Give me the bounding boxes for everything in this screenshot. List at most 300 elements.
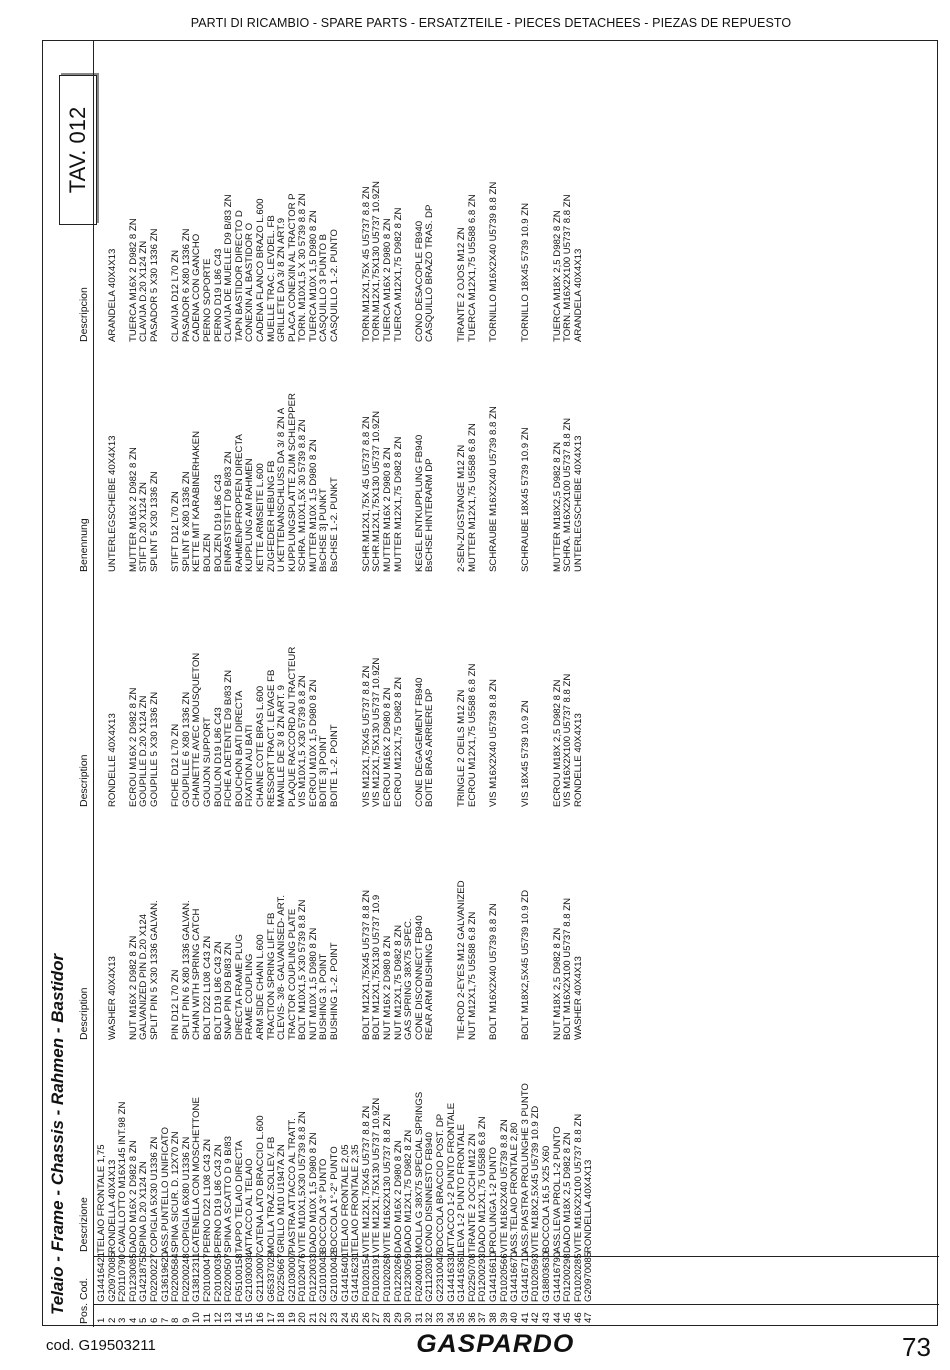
table-cell: GOUPILLE 5 X30 1336 ZN bbox=[148, 691, 160, 807]
table-cell: 12 bbox=[212, 1312, 224, 1323]
table-cell: G14416610 bbox=[487, 1251, 499, 1302]
table-cell: BOLT D19 L86 C43 ZN bbox=[212, 941, 224, 1040]
table-cell: F01020476 bbox=[297, 1253, 309, 1302]
table-cell: CASQUILLO 3 PUNTO B bbox=[318, 233, 330, 342]
table-cell: BOCCOLA 16,5 X25 X60 bbox=[540, 1145, 552, 1253]
table-cell: TUERCA M18X 2,5 D982 8 ZN bbox=[551, 210, 563, 342]
table-cell: PERNO SOPORTE bbox=[201, 258, 213, 342]
table-cell: TELAIO FRONTALE 1,75 bbox=[96, 1144, 107, 1253]
table-cell bbox=[531, 104, 542, 342]
table-cell: SPLINT 6 X80 1336 ZN bbox=[180, 471, 192, 572]
table-cell bbox=[500, 577, 511, 807]
table-cell: CLAVIJA DE MUELLE D9 B/83 ZN bbox=[223, 194, 235, 342]
table-cell: 24 bbox=[339, 1312, 351, 1323]
table-cell: 19 bbox=[286, 1312, 298, 1323]
table-cell: F20100035 bbox=[212, 1253, 224, 1302]
table-cell: NUT M16X 2 D980 8 ZN bbox=[382, 935, 394, 1040]
table-cell bbox=[542, 577, 553, 807]
table-cell: GRILLO M10 U1947A ZN bbox=[276, 1144, 288, 1253]
table-cell: U KETTENANSCHLUSS DA 3/ 8 ZN A bbox=[276, 407, 288, 572]
table-cell: SCHRA. M10X1,5X 30 5739 8.8 ZN bbox=[297, 419, 309, 572]
table-cell: F20100047 bbox=[201, 1253, 213, 1302]
col-descrizione bbox=[97, 1043, 595, 1253]
table-cell: G21120007 bbox=[254, 1252, 266, 1302]
table-cell bbox=[436, 810, 447, 1040]
table-cell: ECROU M16X 2 D980 8 ZN bbox=[382, 687, 394, 807]
table-cell: BOLT M10X1,5 X30 5739 8.8 ZN bbox=[297, 899, 309, 1040]
table-cell: BOLZEN D19 L86 C43 bbox=[212, 474, 224, 572]
table-cell: GRILLETE DA 3/ 8 ZN ART.9 bbox=[276, 217, 288, 342]
table-cell bbox=[436, 577, 447, 807]
table-cell: F02200507 bbox=[223, 1253, 235, 1302]
table-cell: F05100158 bbox=[233, 1253, 245, 1302]
table-cell: F02200227 bbox=[148, 1253, 160, 1302]
table-cell: CATENELLA CON MOSCHETTONE bbox=[191, 1097, 203, 1253]
table-cell: G21030034 bbox=[244, 1251, 256, 1302]
table-cell: 35 bbox=[456, 1312, 468, 1323]
table-cell: CONO DISINNESTO FB940 bbox=[424, 1132, 436, 1253]
col-description-fr bbox=[97, 577, 584, 807]
table-cell: 46 bbox=[572, 1312, 584, 1323]
table-cell: PLAQUE RACCORD AU TRACTEUR bbox=[286, 646, 298, 807]
table-cell: 31 bbox=[413, 1312, 425, 1323]
table-cell bbox=[97, 344, 108, 572]
header-descrizione: Descrizione bbox=[78, 1197, 90, 1252]
table-cell: TORN. M10X1,5 X 30 5739 8.8 ZN bbox=[297, 193, 309, 342]
table-cell: VIS M16X2X100 U5737 8.8 ZN bbox=[562, 673, 574, 807]
table-cell: SCHRA. M16X2X100 U5737 8.8 ZN bbox=[562, 417, 574, 572]
table-cell: 42 bbox=[530, 1312, 542, 1323]
table-cell bbox=[531, 577, 542, 807]
table-cell: TUERCA M12X1,75 D982 8 ZN bbox=[392, 207, 404, 342]
table-cell bbox=[97, 104, 108, 342]
table-cell: SCHR.M12X1,75X130 U5737 10.9ZN bbox=[371, 410, 383, 572]
table-cell: MUTTER M10X 1,5 D980 8 ZN bbox=[307, 439, 319, 572]
table-cell: G21120301 bbox=[424, 1252, 436, 1302]
table-cell: CHAIN WITH SPRING CATCH bbox=[191, 908, 203, 1040]
table-cell: PIN D12 L70 ZN bbox=[170, 969, 182, 1040]
table-cell: PASADOR 5 X30 1336 ZN bbox=[148, 228, 160, 342]
table-cell: TAPN BASTIDOR DIRECTO D bbox=[233, 210, 245, 342]
table-cell: VIS M12X1,75X130 U5737 10.9ZN bbox=[371, 657, 383, 807]
table-cell: G21010043 bbox=[318, 1251, 330, 1302]
table-cell: SPLINT 5 X30 1336 ZN bbox=[148, 471, 160, 572]
table-cell: G14416790 bbox=[551, 1251, 563, 1302]
table-cell: CONEXIN AL BASTIDOR O bbox=[244, 222, 256, 342]
table-cell: TORNILLO M16X2X40 U5739 8.8 ZN bbox=[487, 181, 499, 342]
table-cell: 33 bbox=[435, 1312, 446, 1323]
table-cell: SCHRAUBE M16X2X40 U5739 8.8 ZN bbox=[487, 406, 499, 572]
table-cell: MUTTER M18X2,5 D982 8 ZN bbox=[551, 441, 563, 572]
table-cell: 2 bbox=[106, 1317, 118, 1323]
table-cell: CHAINE COTE BRAS L.600 bbox=[254, 685, 266, 807]
table-cell bbox=[500, 104, 511, 342]
header-divider bbox=[93, 41, 94, 1327]
table-cell: SNAP PIN D9 B/83 ZN bbox=[223, 942, 235, 1040]
table-cell: F02250667 bbox=[276, 1253, 288, 1302]
table-cell: MUTTER M12X1,75 D982 8 ZN bbox=[392, 436, 404, 572]
table-cell: DADO M16X 2 D982 8 ZN bbox=[127, 1140, 139, 1253]
table-cell: 44 bbox=[551, 1312, 563, 1323]
table-cell: 39 bbox=[498, 1312, 510, 1323]
table-cell: G14416670 bbox=[509, 1251, 521, 1302]
table-cell: BOLT D22 L108 C43 ZN bbox=[201, 935, 213, 1040]
table-cell: 40 bbox=[509, 1312, 521, 1323]
table-cell: BsCHSE 1.-2. PUNKT bbox=[329, 477, 341, 572]
table-cell: VITE M18X2,5X45 U5739 10.9 ZD bbox=[530, 1105, 542, 1253]
header-descripcion: Descripcion bbox=[78, 287, 90, 342]
table-cell: RONDELLE 40X4X13 bbox=[106, 713, 118, 807]
table-cell: F01200293 bbox=[477, 1253, 489, 1302]
table-cell: BUSHING 3. POINT bbox=[318, 953, 330, 1040]
table-cell: 18 bbox=[276, 1312, 288, 1323]
table-cell: 23 bbox=[329, 1312, 341, 1323]
table-cell: BOCCOLA BRACCIO POST. DP bbox=[435, 1113, 446, 1253]
table-cell: GOUJON SUPPORT bbox=[201, 717, 213, 807]
table-cell: MANILLE DE 3/ 8 ZN ART. 9 bbox=[276, 685, 288, 807]
table-cell: VITE M10X1,5X30 U5739 8.8 ZN bbox=[297, 1111, 309, 1253]
page-header: PARTI DI RICAMBIO - SPARE PARTS - ERSATZTEILE - PIECES DETACHEES - PIEZAS DE REPUESTO bbox=[190, 16, 792, 30]
table-cell: TUERCA M16X 2 D982 8 ZN bbox=[127, 218, 139, 342]
table-cell: 25 bbox=[350, 1312, 362, 1323]
table-cell: ASS.PUNTELLO UNIFICATO bbox=[159, 1127, 171, 1253]
table-cell bbox=[341, 810, 352, 1040]
table-cell: 37 bbox=[477, 1312, 489, 1323]
table-cell: GAS SPRING 38X75 SPEC. bbox=[403, 918, 415, 1040]
table-cell: TRACTOR COUPLING PLATE bbox=[286, 908, 298, 1040]
table-cell: BUSHING 1.-2. POINT bbox=[329, 942, 341, 1040]
table-cell: SCHRAUBE 18X45 5739 10.9 ZN bbox=[519, 427, 531, 572]
table-cell: G14218750 bbox=[138, 1251, 150, 1302]
table-title: Telaio - Frame - Chassis - Rahmen - Bastidor bbox=[48, 953, 67, 1315]
table-cell: G21030007 bbox=[286, 1251, 298, 1302]
table-cell: UNTERLEGSCHEIBE 40X4X13 bbox=[106, 435, 118, 572]
table-cell: KEGEL ENTKUPPLUNG FB940 bbox=[413, 434, 425, 572]
table-cell: VITE M16X2X100 U5737 8.8 ZN bbox=[572, 1113, 584, 1253]
table-cell: ECROU M16X 2 D982 8 ZN bbox=[127, 687, 139, 807]
table-cell: SPLIT PIN 6 X80 1336 GALVAN. bbox=[180, 900, 192, 1040]
table-cell: CLAVIJA D.20 X124 ZN bbox=[138, 240, 150, 342]
header-description-fr: Description bbox=[78, 754, 90, 807]
table-cell: 11 bbox=[201, 1313, 213, 1323]
table-cell: STIFT D12 L70 ZN bbox=[170, 491, 182, 572]
table-cell: G14416231 bbox=[350, 1251, 362, 1302]
table-cell: KETTE ARMSEITE L.600 bbox=[254, 463, 266, 572]
table-cell: G13619620 bbox=[159, 1251, 171, 1302]
table-cell: G14416421 bbox=[96, 1251, 107, 1302]
tav-number-box: TAV. 012 bbox=[59, 75, 97, 225]
table-cell: VIS M10X1,5 X30 5739 8.8 ZN bbox=[297, 675, 309, 807]
table-cell: ECROU M12X1,75 D982 8 ZN bbox=[392, 676, 404, 807]
table-cell: G20970085 bbox=[583, 1251, 595, 1302]
table-cell: CONE DEGAGEMENT FB940 bbox=[413, 677, 425, 807]
header-cod: Cod. bbox=[78, 1277, 90, 1300]
table-cell: KUPPLUNGSPLATTE ZUM SCHLEPPER bbox=[286, 393, 298, 572]
table-cell: 15 bbox=[244, 1312, 256, 1323]
table-cell: COPIGLIA 5X30 U1336 ZN bbox=[148, 1136, 160, 1253]
table-cell: 1 bbox=[96, 1317, 107, 1323]
table-cell: DIRECTA FRAME PLUG bbox=[233, 934, 245, 1040]
table-cell: GOUPILLE 6 X80 1336 ZN bbox=[180, 691, 192, 807]
table-cell: BOLT M12X1,75X45 U5737 8.8 ZN bbox=[360, 889, 372, 1040]
table-cell: CHAINETTE AVEC MOUSQUETON bbox=[191, 652, 203, 807]
table-cell: 10 bbox=[191, 1312, 203, 1323]
table-cell: 2-SEN-ZUGSTANGE M12 ZN bbox=[456, 444, 468, 572]
col-description-en bbox=[97, 810, 584, 1040]
table-cell: G18803630 bbox=[540, 1251, 552, 1302]
table-cell bbox=[531, 810, 542, 1040]
table-cell: F01230059 bbox=[403, 1253, 415, 1302]
table-cell: CONO DESACOPLE FB940 bbox=[413, 220, 425, 342]
table-cell: 13 bbox=[223, 1312, 235, 1323]
table-cell: TIRANTE 2 OCCHI M12 ZN bbox=[466, 1133, 478, 1253]
table-cell: MUTTER M12X1,75 U5588 6.8 ZN bbox=[466, 423, 478, 572]
table-cell: CONE DISCONNECT FB940 bbox=[413, 915, 425, 1040]
table-cell: 8 bbox=[170, 1317, 182, 1323]
table-cell: F02200584 bbox=[170, 1253, 182, 1302]
table-cell: RONDELLA 40X4X13 bbox=[583, 1159, 595, 1253]
table-cell: PIASTRA ATTACCO AL TRATT. bbox=[286, 1118, 298, 1253]
table-cell: SPINA A SCATTO D 9 B/83 bbox=[223, 1136, 235, 1253]
table-cell: RONDELLA 40X4X13 bbox=[106, 1159, 118, 1253]
table-cell: F20110790 bbox=[117, 1254, 129, 1302]
table-cell: GALVANIZED PIN D.20 X124 bbox=[138, 913, 150, 1040]
table-cell: MUTTER M16X 2 D982 8 ZN bbox=[127, 447, 139, 572]
brand-logo: GASPARDO bbox=[416, 1330, 575, 1358]
table-cell: G20970085 bbox=[106, 1251, 118, 1302]
table-cell: 7 bbox=[159, 1317, 171, 1323]
table-cell bbox=[97, 577, 108, 807]
table-cell: BOCCOLA 3° PUNTO bbox=[318, 1158, 330, 1253]
table-cell: BsCHSE 3] PUNKT bbox=[318, 488, 330, 572]
table-cell: 30 bbox=[403, 1312, 415, 1323]
table-cell: VITE M12X1,75X45 U5737 8.8 ZN bbox=[360, 1105, 372, 1253]
header-benennung: Benennung bbox=[78, 518, 90, 572]
table-cell: G14416710 bbox=[519, 1251, 531, 1302]
table-cell: NUT M18X 2,5 D982 8 ZN bbox=[551, 927, 563, 1040]
table-cell: PLACA CONEXIN AL TRACTOR P bbox=[286, 193, 298, 342]
col-descripcion bbox=[97, 104, 584, 342]
table-cell: ASS.TELAIO FRONTALE 2,80 bbox=[509, 1122, 521, 1253]
table-cell: 3 bbox=[117, 1317, 129, 1323]
table-cell: F01200298 bbox=[562, 1253, 574, 1302]
table-cell: DADO M10X 1,5 D980 8 ZN bbox=[307, 1132, 319, 1253]
table-cell: 27 bbox=[371, 1312, 383, 1323]
table-cell: ASS.LEVA PROL.1-2 PUNTO bbox=[551, 1126, 563, 1253]
table-cell: NUT M16X 2 D982 8 ZN bbox=[127, 935, 139, 1040]
table-cell: TELAIO FRONTALE 2,35 bbox=[350, 1144, 362, 1253]
table-cell: CASQUILLO 1.-2. PUNTO bbox=[329, 229, 341, 342]
table-cell: REAR ARM BUSHING DP bbox=[424, 927, 436, 1040]
table-cell: TORN. M16X2X100 U5737 8.8 ZN bbox=[562, 194, 574, 342]
table-cell: GOUPILLE D.20 X124 ZN bbox=[138, 695, 150, 807]
table-cell: CADENA CON GANCHO bbox=[191, 233, 203, 342]
table-cell: PERNO D19 L86 C43 bbox=[212, 248, 224, 342]
table-cell: MOLLA G 38X75 SPECIAL SPRINGS bbox=[413, 1091, 425, 1253]
table-cell: BOLZEN bbox=[201, 533, 213, 572]
table-cell: F01020285 bbox=[572, 1253, 584, 1302]
table-cell: TIE-ROD 2-EYES M12 GALVANIZED bbox=[456, 880, 468, 1040]
table-cell: 41 bbox=[519, 1312, 531, 1323]
table-cell bbox=[500, 810, 511, 1040]
table-cell bbox=[436, 104, 447, 342]
table-cell: 22 bbox=[318, 1312, 330, 1323]
table-cell: VIS 18X45 5739 10.9 ZN bbox=[519, 700, 531, 807]
table-cell: 43 bbox=[540, 1312, 552, 1323]
table-cell: COPIGLIA 6X80 U1336 ZN bbox=[180, 1136, 192, 1253]
table-cell: RAHMENPFROPFEN DIRECTA bbox=[233, 434, 245, 572]
table-cell: G14416331 bbox=[445, 1251, 457, 1302]
table-cell: CAVALLOTTO M16X145 INT.98 ZN bbox=[117, 1101, 129, 1253]
table-cell: PERNO D22 L108 C43 ZN bbox=[201, 1138, 213, 1253]
table-cell: ARM SIDE CHAIN L.600 bbox=[254, 934, 266, 1040]
table-cell bbox=[341, 344, 352, 572]
table-cell: CLEVIS- 3/8- GALVANISED- ART. bbox=[276, 894, 288, 1040]
table-cell: G14416401 bbox=[339, 1251, 351, 1302]
table-cell: CADENA FLANCO BRAZO L.600 bbox=[254, 198, 266, 342]
table-cell: 9 bbox=[180, 1317, 192, 1323]
table-cell: F01230085 bbox=[127, 1253, 139, 1302]
table-cell: FIXATION AU BATI bbox=[244, 724, 256, 807]
col-benennung bbox=[97, 344, 584, 572]
col-cod bbox=[96, 1251, 595, 1302]
table-cell: F02200248 bbox=[180, 1253, 192, 1302]
table-cell: TUERCA M10X 1,5 D980 8 ZN bbox=[307, 210, 319, 342]
table-cell: SPINA D.20 X124 ZN bbox=[138, 1161, 150, 1253]
table-cell: EINRASTSTIFT D9 B/83 ZN bbox=[223, 451, 235, 572]
table-cell: BsCHSE HINTERARM DP bbox=[424, 458, 436, 572]
table-cell: G13812311 bbox=[191, 1252, 203, 1302]
table-cell: RESSORT TRACT. LEVAGE FB bbox=[265, 669, 277, 807]
header-description-en: Description bbox=[78, 987, 90, 1040]
table-cell: 28 bbox=[382, 1312, 394, 1323]
table-cell: G14416361 bbox=[456, 1251, 468, 1302]
page-number: 73 bbox=[902, 1332, 931, 1362]
table-cell: VITE M12X1,75X130 U5737 10.9ZN bbox=[371, 1097, 383, 1253]
table-cell: TORN.M12X1,75X130 U5737 10.9ZN bbox=[371, 181, 383, 342]
table-cell: TORNILLO 18X45 5739 10.9 ZN bbox=[519, 202, 531, 342]
table-cell: ATTACCO AL TELAIO bbox=[244, 1158, 256, 1253]
rotated-sheet bbox=[43, 41, 939, 1327]
table-cell: TRINGLE 2 OEILS M12 ZN bbox=[456, 689, 468, 807]
table-cell: PERNO D19 L86 C43 ZN bbox=[212, 1144, 224, 1253]
table-cell: 5 bbox=[138, 1317, 150, 1323]
table-cell: 32 bbox=[424, 1312, 436, 1323]
table-cell bbox=[341, 104, 352, 342]
table-cell: KUPPLUNG AM RAHMEN bbox=[244, 458, 256, 572]
table-cell: G21010042 bbox=[329, 1251, 341, 1302]
table-cell: CASQUILLO BRAZO TRAS. DP bbox=[424, 204, 436, 342]
table-cell: TORN.M12X1,75X 45 U5737 8.8 ZN bbox=[360, 186, 372, 342]
table-cell bbox=[531, 344, 542, 572]
table-cell: WASHER 40X4X13 bbox=[572, 956, 584, 1040]
table-cell: MUELLE TRAC. LEVDEL. FB bbox=[265, 215, 277, 342]
table-cell: TAPPO TELAIO DIRECTA bbox=[233, 1140, 245, 1253]
table-cell: F01020268 bbox=[382, 1253, 394, 1302]
table-cell: ECROU M10X 1,5 D980 8 ZN bbox=[307, 679, 319, 807]
table-cell bbox=[341, 577, 352, 807]
table-cell: DADO M12X1,75 D982 8 ZN bbox=[403, 1129, 415, 1253]
table-cell: WASHER 40X4X13 bbox=[106, 956, 118, 1040]
table-cell: G22310047 bbox=[435, 1251, 446, 1302]
document-code: cod. G19503211 bbox=[46, 1337, 156, 1354]
table-cell: F01020566 bbox=[498, 1253, 510, 1302]
table-cell: UNTERLEGSCHEIBE 40X4X13 bbox=[572, 435, 584, 572]
table-cell: ECROU M18X 2,5 D982 8 ZN bbox=[551, 679, 563, 807]
table-cell: ECROU M12X1,75 U5588 6.8 ZN bbox=[466, 663, 478, 807]
table-cell bbox=[97, 810, 108, 1040]
table-cell: BOLT M16X2X40 U5739 8.8 ZN bbox=[487, 903, 499, 1040]
table-cell: 21 bbox=[307, 1312, 319, 1323]
table-cell: BOULON D19 L86 C43 bbox=[212, 707, 224, 807]
table-cell: RONDELLE 40X4X13 bbox=[572, 713, 584, 807]
table-cell: 6 bbox=[148, 1317, 160, 1323]
table-cell: VIS M12X1,75X45 U5737 8.8 ZN bbox=[360, 665, 372, 807]
table-cell: F01020593 bbox=[530, 1253, 542, 1302]
table-cell: NUT M10X 1,5 D980 8 ZN bbox=[307, 927, 319, 1040]
table-cell: TELAIO FRONTALE 2,05 bbox=[339, 1144, 351, 1253]
table-cell: ASS.PIASTRA PROLUNGHE 3 PUNTO bbox=[519, 1083, 531, 1253]
header-pos: Pos. bbox=[78, 1302, 90, 1324]
table-cell: ARANDELA 40X4X13 bbox=[572, 248, 584, 342]
table-cell: NUT M12X1,75 U5588 6.8 ZN bbox=[466, 911, 478, 1040]
table-cell: STIFT D.20 X124 ZN bbox=[138, 482, 150, 572]
table-cell: BOITE 1.-2. POINT bbox=[329, 724, 341, 807]
table-cell: MUTTER M16X 2 D980 8 ZN bbox=[382, 447, 394, 572]
table-cell: FICHE D12 L70 ZN bbox=[170, 723, 182, 807]
table-cell: VIS M16X2X40 U5739 8.8 ZN bbox=[487, 679, 499, 807]
table-cell bbox=[542, 104, 553, 342]
table-cell: SPINA SICUR. D. 12X70 ZN bbox=[170, 1131, 182, 1253]
table-cell: 45 bbox=[562, 1312, 574, 1323]
table-cell: F01020154 bbox=[360, 1253, 372, 1302]
table-cell: TIRANTE 2 OJOS M12 ZN bbox=[456, 227, 468, 342]
table-cell: 17 bbox=[265, 1312, 277, 1323]
table-cell: BOLT M12X1,75X130 U5737 10.9 bbox=[371, 894, 383, 1040]
parts-table-frame bbox=[42, 40, 938, 1326]
table-cell: FICHE A DETENTE D9 B/83 ZN bbox=[223, 669, 235, 807]
table-cell: PASADOR 6 X80 1336 ZN bbox=[180, 228, 192, 342]
table-cell: TUERCA M16X 2 D980 8 ZN bbox=[382, 218, 394, 342]
table-cell: PROLUNGA 1-2 PUNTO bbox=[487, 1147, 499, 1253]
table-cell: DADO M12X1,75 U5588 6.8 ZN bbox=[477, 1116, 489, 1253]
table-cell: 4 bbox=[127, 1317, 139, 1323]
table-cell: 14 bbox=[233, 1312, 245, 1323]
table-cell: VITE M16X2X130 U5737 8.8 ZN bbox=[382, 1113, 394, 1253]
table-cell: TRACTION SPRING LIFT. FB bbox=[265, 912, 277, 1040]
table-cell: ATTACCO 1-2 PUNTO FRONTALE bbox=[445, 1102, 457, 1253]
table-cell: F01220266 bbox=[392, 1253, 404, 1302]
table-cell: DADO M16X 2 D980 8 ZN bbox=[392, 1140, 404, 1253]
table-cell: 36 bbox=[466, 1312, 478, 1323]
table-cell: CATENA LATO BRACCIO L.600 bbox=[254, 1115, 266, 1253]
table-cell bbox=[436, 344, 447, 572]
table-cell: LEVA 1-2 PUNTO FRONTALE bbox=[456, 1123, 468, 1253]
table-cell: CLAVIJA D12 L70 ZN bbox=[170, 249, 182, 342]
table-cell: 47 bbox=[583, 1312, 595, 1323]
table-cell: 38 bbox=[487, 1312, 499, 1323]
table-cell: MOLLA TRAZ.SOLLEV. FB bbox=[265, 1136, 277, 1253]
table-cell: 16 bbox=[254, 1312, 266, 1323]
table-cell: FRAME COUPLING bbox=[244, 953, 256, 1040]
table-cell: BOITE BRAS ARRIERE DP bbox=[424, 688, 436, 807]
col-pos bbox=[97, 1305, 595, 1323]
table-cell: BOCCOLA 1°-2° PUNTO bbox=[329, 1146, 341, 1253]
table-cell: F01220033 bbox=[307, 1253, 319, 1302]
table-cell: BOLT M18X2,5X45 U5739 10.9 ZD bbox=[519, 889, 531, 1040]
table-cell: VITE M16X2X40 U5739 8.8 ZN bbox=[498, 1119, 510, 1253]
table-cell: BOUCHON BATI DIRECTA bbox=[233, 690, 245, 807]
